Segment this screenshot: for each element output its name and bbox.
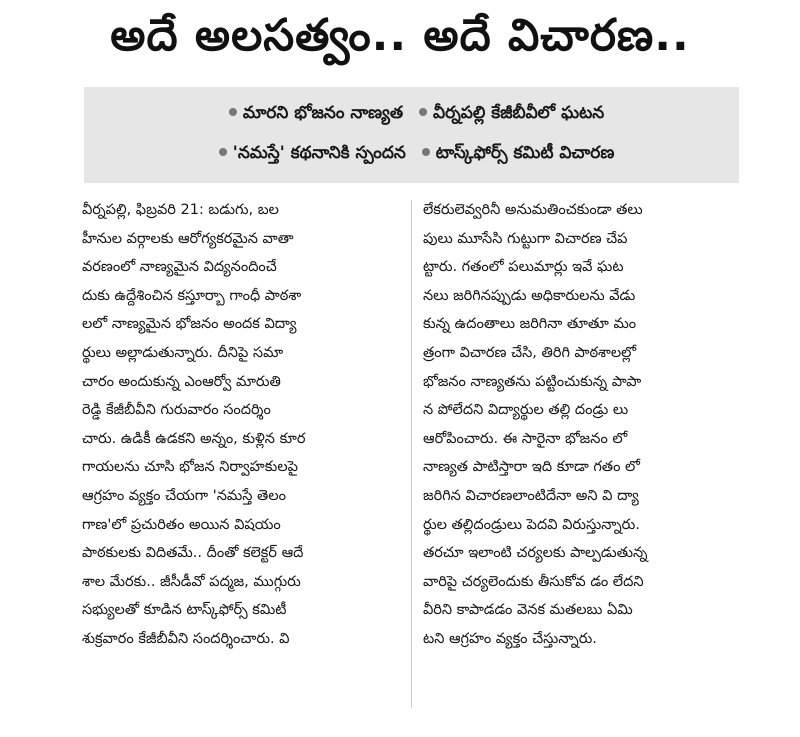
- article-line: లలో నాణ్యమైన భోజనం అందక విద్యా: [82, 316, 297, 333]
- bullet-icon: [219, 148, 227, 156]
- subheadline-item: 'నమస్తే' కథనానికి స్పందన: [232, 143, 406, 163]
- article-line: దుకు ఉద్దేశించిన కస్తూర్బా గాంధీ పాఠశా: [82, 287, 302, 304]
- bullet-icon: [229, 108, 237, 116]
- article-line: నాణ్యత పాటిస్తారా ఇది కూడా గతం లో: [423, 459, 640, 476]
- article-line: కున్న ఉదంతాలు జరిగినా తూతూ మం: [423, 316, 637, 333]
- bullet-icon: [422, 148, 430, 156]
- article-line: వరణంలో నాణ్యమైన విద్యనందించే: [82, 259, 277, 276]
- subheadline-row-2: [84, 143, 739, 167]
- article-line: గాయలను చూసి భోజన నిర్వాహకులపై: [82, 459, 298, 476]
- article-line: ఆగ్రహం వ్యక్తం చేయగా 'నమస్తే తెలం: [82, 487, 286, 504]
- article-line: ఆరోపించారు. ఈ సారైనా భోజనం లో: [423, 430, 628, 447]
- subheadline-item: మారని భోజనం నాణ్యత: [242, 103, 404, 123]
- article-column-left: [82, 196, 400, 654]
- article-line: రెడ్డి కేజీబీవీని గురువారం సందర్శిం: [82, 402, 271, 419]
- bullet-icon: [419, 108, 427, 116]
- article-line: త్రంగా విచారణ చేసి, తిరిగి పాఠశాలల్లో: [423, 344, 637, 361]
- article-line: టని ఆగ్రహం వ్యక్తం చేస్తున్నారు.: [423, 630, 597, 647]
- article-line: పాఠకులకు విదితమే.. దీంతో కలెక్టర్ ఆదే: [82, 545, 304, 562]
- article-line: న పోలేదని విద్యార్థుల తల్లి దండ్రు లు: [423, 402, 629, 419]
- article-line: శుక్రవారం కేజీబీవీని సందర్శించారు. వి: [82, 630, 290, 647]
- article-line: చారు. ఉడికీ ఉడకని అన్నం, కుళ్లిన కూర: [82, 430, 306, 447]
- article-line: లేకరులెవ్వరినీ అనుమతించకుండా తలు: [423, 202, 643, 218]
- subheadline-item: టాస్క్‌ఫోర్స్ కమిటీ విచారణ: [435, 143, 615, 163]
- article-line: గాణ'లో ప్రచురితం అయిన విషయం: [82, 516, 281, 533]
- article-column-right: [423, 196, 739, 654]
- article-line: పులు మూసేసి గుట్టుగా విచారణ చేప: [423, 230, 628, 247]
- subheadline-row-1: [84, 103, 739, 127]
- article-line: వీర్నపల్లి, ఫిబ్రవరి 21: బడుగు, బల: [82, 202, 279, 218]
- article-line: ర్థుల తల్లిదండ్రులు పెదవి విరుస్తున్నారు.: [423, 516, 640, 533]
- article-line: హీనుల వర్గాలకు ఆరోగ్యకరమైన వాతా: [82, 230, 294, 247]
- article-line: భోజనం నాణ్యతను పట్టించుకున్న పాపా: [423, 373, 642, 390]
- article-line: జరిగిన విచారణలాంటిదేనా అని వి ద్యా: [423, 487, 639, 504]
- article-line: చారం అందుకున్న ఎంఆర్వో మారుతి: [82, 373, 281, 390]
- article-line: నలు జరిగినప్పుడు అధికారులను వేడు: [423, 287, 636, 304]
- column-divider: [411, 200, 412, 708]
- article-line: వారిపై చర్యలెందుకు తీసుకోవ డం లేదని: [423, 573, 644, 590]
- article-line: సభ్యులతో కూడిన టాస్క్‌ఫోర్స్ కమిటీ: [82, 602, 287, 619]
- page-headline: అదే అలసత్వం.. అదే విచారణ..: [110, 10, 690, 61]
- article-line: ర్థులు అల్లాడుతున్నారు. దీనిపై సమా: [82, 344, 284, 361]
- article-line: తరచూ ఇలాంటి చర్యలకు పాల్పడుతున్న: [423, 545, 648, 562]
- article-line: వీరిని కాపాడడం వెనక మతలబు ఏమి: [423, 602, 633, 619]
- article-line: శాల మేరకు.. జీసీడీవో పద్మజ, ముగ్గురు: [82, 573, 301, 590]
- article-line: ట్టారు. గతంలో పలుమార్లు ఇవే ఘట: [423, 259, 624, 276]
- subheadline-box: [84, 87, 739, 183]
- subheadline-item: వీర్నపల్లి కేజీబీవీలో ఘటన: [433, 103, 605, 123]
